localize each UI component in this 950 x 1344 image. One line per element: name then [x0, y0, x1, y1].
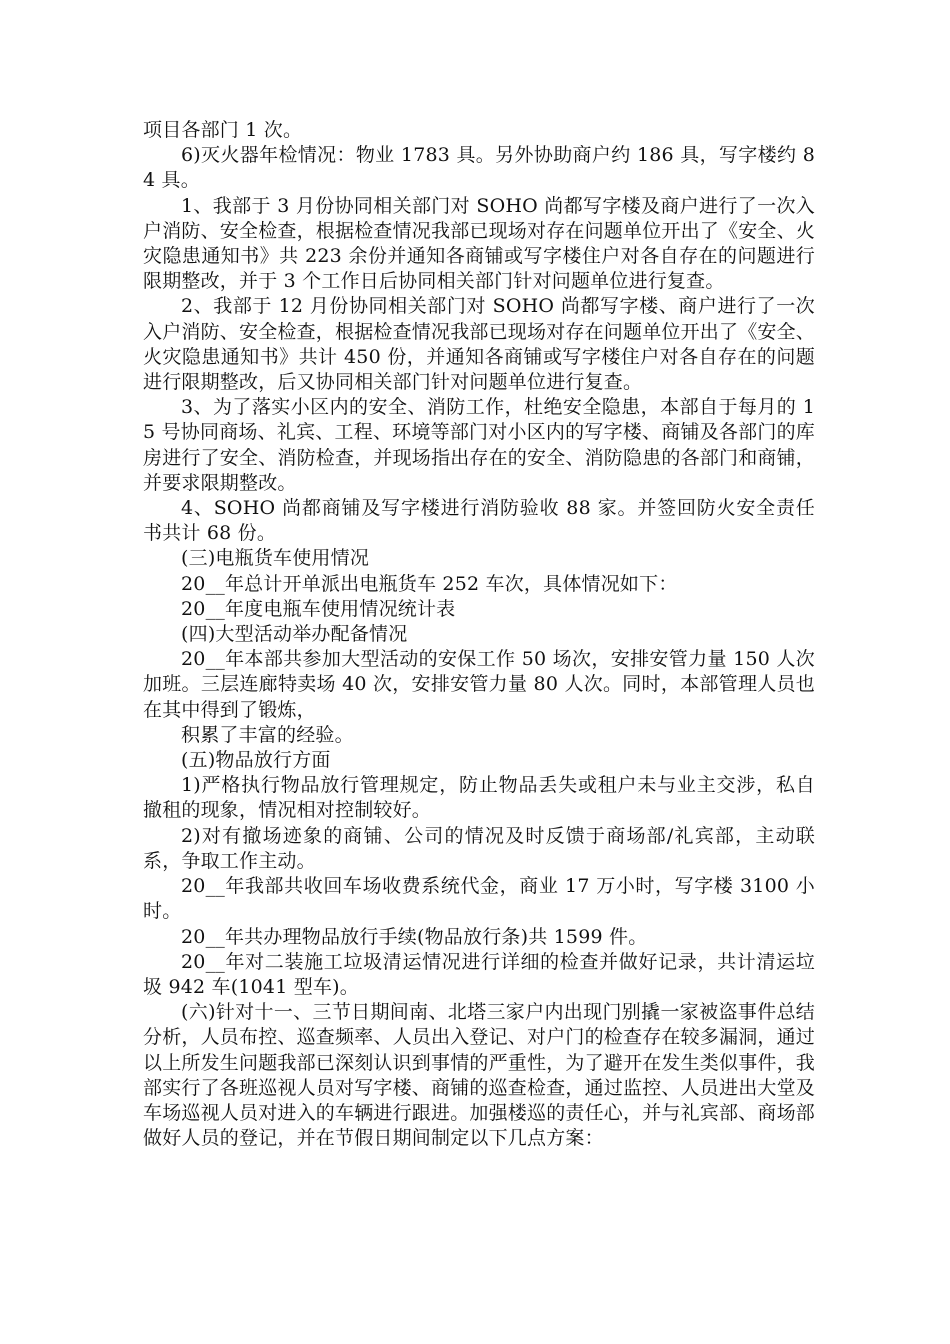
table-caption: 20__年度电瓶车使用情况统计表	[181, 597, 456, 620]
paragraph-1: 6)灭火器年检情况：物业 1783 具。另外协助商户约 186 具，写字楼约 84 具。	[143, 144, 815, 192]
paragraph-4: 3、为了落实小区内的安全、消防工作，杜绝安全隐患，本部自于每月的 15 号协同商场、礼宾、工程、环境等部门对小区内的写字楼、商铺及各部门的库房进行了安全、消防检查，并现场指出存在的安全、消防隐患的各部门和商铺，并要求限期整改。	[143, 396, 816, 494]
section-paragraph-6: (六)针对十一、三节日期间南、北塔三家户内出现门别撬一家被盗事件总结分析，人员布控、巡查频率、人员出入登记、对户门的检查存在较多漏洞，通过以上所发生问题我部已深刻认识到事情的严重性，为了避开在发生类似事件，我部实行了各班巡视人员对写字楼、商铺的巡查检查，通过监控、人员进出大堂及车场巡视人员对进入的车辆进行跟进。加强楼巡的责任心，并与礼宾部、商场部做好人员的登记，并在节假日期间制定以下几点方案：	[143, 1001, 816, 1150]
paragraph-10: 20__年本部共参加大型活动的安保工作 50 场次，安排安管力量 150 人次加班。三层连廊特卖场 40 次，安排安管力量 80 人次。同时，本部管理人员也在其中得到了锻炼，	[143, 648, 815, 721]
paragraph-5: 4、SOHO 尚都商铺及写字楼进行消防验收 88 家。并签回防火安全责任书共计 68 份。	[143, 497, 815, 545]
paragraph-3: 2、我部于 12 月份协同相关部门对 SOHO 尚都写字楼、商户进行了一次入户消防、安全检查，根据检查情况我部已现场对存在问题单位开出了《安全、火灾隐患通知书》共计 450 份，并通知各商铺或写字楼住户对各自存在的问题进行限期整改，后又协同相关部门针对问题单位进行复查。	[143, 295, 816, 394]
paragraph-16: 20__年共办理物品放行手续(物品放行条)共 1599 件。	[181, 925, 648, 948]
section-heading-3: (三)电瓶货车使用情况	[181, 547, 370, 570]
paragraph-14: 2)对有撤场迹象的商铺、公司的情况及时反馈于商场部/礼宾部，主动联系，争取工作主动。	[143, 824, 815, 872]
paragraph-15: 20__年我部共收回车场收费系统代金，商业 17 万小时，写字楼 3100 小时。	[143, 875, 815, 923]
paragraph-2: 1、我部于 3 月份协同相关部门对 SOHO 尚都写字楼及商户进行了一次入户消防、安全检查，根据检查情况我部已现场对存在问题单位开出了《安全、火灾隐患通知书》共 223 余份并通知各商铺或写字楼住户对各自存在的问题进行限期整改，并于 3 个工作日后协同相关部门针对问题单位进行复查。	[143, 194, 816, 293]
section-heading-4: (四)大型活动举办配备情况	[181, 623, 408, 646]
paragraph-11: 积累了丰富的经验。	[181, 723, 354, 746]
section-heading-5: (五)物品放行方面	[181, 749, 331, 772]
paragraph-17: 20__年对二装施工垃圾清运情况进行详细的检查并做好记录，共计清运垃圾 942 车(1041 型车)。	[143, 950, 815, 998]
document-body	[143, 118, 815, 1151]
paragraph-13: 1)严格执行物品放行管理规定，防止物品丢失或租户未与业主交涉，私自撤租的现象，情况相对控制较好。	[143, 774, 815, 822]
paragraph-0: 项目各部门 1 次。	[143, 119, 303, 141]
paragraph-7: 20__年总计开单派出电瓶货车 252 车次，具体情况如下：	[181, 572, 678, 595]
